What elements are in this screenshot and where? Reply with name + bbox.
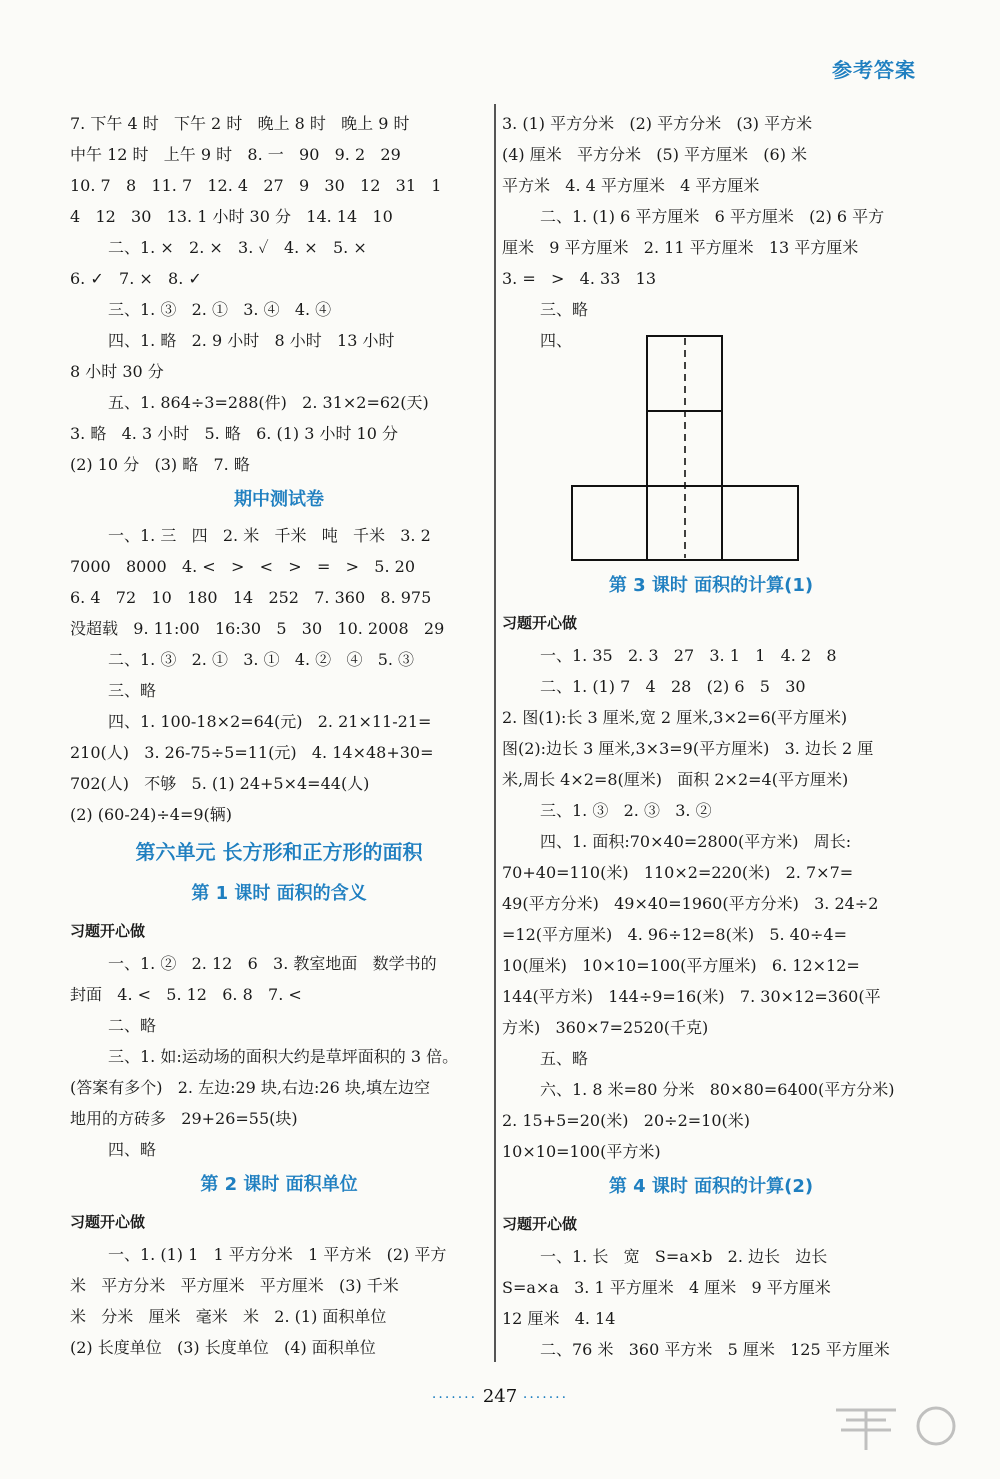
answer-line: 地用的方砖多 29+26=55(块) xyxy=(70,1109,298,1128)
right-column xyxy=(502,108,920,1365)
answer-line: (4) 厘米 平方分米 (5) 平方厘米 (6) 米 xyxy=(502,145,808,164)
answer-line: 三、1. 如:运动场的面积大约是草坪面积的 3 倍。 xyxy=(108,1047,459,1066)
answer-line: 7. 下午 4 时 下午 2 时 晚上 8 时 晚上 9 时 xyxy=(70,114,410,133)
answer-line: 中午 12 时 上午 9 时 8. 一 90 9. 2 29 xyxy=(70,145,401,164)
section-heading: 期中测试卷 xyxy=(234,489,324,510)
answer-line: 米 平方分米 平方厘米 平方厘米 (3) 千米 xyxy=(70,1276,399,1295)
answer-line: 二、1. ③ 2. ① 3. ① 4. ② ④ 5. ③ xyxy=(108,650,415,669)
answer-line: 2. 图(1):长 3 厘米,宽 2 厘米,3×2=6(平方厘米) xyxy=(502,708,848,727)
section-heading: 第 1 课时 面积的含义 xyxy=(191,883,367,904)
answer-line: (2) 长度单位 (3) 长度单位 (4) 面积单位 xyxy=(70,1338,376,1357)
answer-line: 一、1. 长 宽 S=a×b 2. 边长 边长 xyxy=(540,1247,828,1266)
answer-line: 10. 7 8 11. 7 12. 4 27 9 30 12 31 1 xyxy=(70,176,442,195)
answer-line: 一、1. ② 2. 12 6 3. 教室地面 数学书的 xyxy=(108,954,437,973)
answer-line: 六、1. 8 米=80 分米 80×80=6400(平方分米) xyxy=(540,1080,895,1099)
subsection-heading: 习题开心做 xyxy=(70,1213,146,1231)
cube-net-diagram xyxy=(570,335,800,561)
answer-line: 三、1. ③ 2. ① 3. ④ 4. ④ xyxy=(108,300,332,319)
answer-line: 3. 略 4. 3 小时 5. 略 6. (1) 3 小时 10 分 xyxy=(70,424,398,443)
answer-line: 49(平方分米) 49×40=1960(平方分米) 3. 24÷2 xyxy=(502,894,879,913)
answer-line: 五、略 xyxy=(540,1049,589,1068)
answer-line: 一、1. (1) 1 1 平方分米 1 平方米 (2) 平方 xyxy=(108,1245,447,1264)
answer-line: 没超载 9. 11:00 16:30 5 30 10. 2008 29 xyxy=(70,619,445,638)
net-square-bottom-right xyxy=(722,486,798,560)
answer-line: (2) (60-24)÷4=9(辆) xyxy=(70,805,233,824)
answer-line: 10(厘米) 10×10=100(平方厘米) 6. 12×12= xyxy=(502,956,860,975)
answer-line: 四、1. 100-18×2=64(元) 2. 21×11-21= xyxy=(108,712,432,731)
answer-line: 2. 15+5=20(米) 20÷2=10(米) xyxy=(502,1111,751,1130)
answer-line: 平方米 4. 4 平方厘米 4 平方厘米 xyxy=(502,176,760,195)
answer-line: 12 厘米 4. 14 xyxy=(502,1309,616,1328)
answer-line: 四、 xyxy=(540,331,573,350)
answer-line: S=a×a 3. 1 平方厘米 4 厘米 9 平方厘米 xyxy=(502,1278,831,1297)
header-title: 参考答案 xyxy=(832,58,916,82)
section-heading: 第 4 课时 面积的计算(2) xyxy=(608,1176,814,1197)
answer-line: 210(人) 3. 26-75÷5=11(元) 4. 14×48+30= xyxy=(70,743,434,762)
answer-line: 4 12 30 13. 1 小时 30 分 14. 14 10 xyxy=(70,207,393,226)
answer-line: 三、略 xyxy=(108,681,157,700)
answer-line: 方米) 360×7=2520(千克) xyxy=(502,1018,709,1037)
footer-dots-right: ······· xyxy=(522,1390,569,1406)
section-heading: 第 2 课时 面积单位 xyxy=(200,1174,358,1195)
left-column xyxy=(70,108,488,1363)
answer-line: 二、略 xyxy=(108,1016,157,1035)
answer-line: 二、1. (1) 7 4 28 (2) 6 5 30 xyxy=(540,677,806,696)
answer-line: 四、1. 略 2. 9 小时 8 小时 13 小时 xyxy=(108,331,395,350)
answer-line: 6. 4 72 10 180 14 252 7. 360 8. 975 xyxy=(70,588,432,607)
section-heading: 第 3 课时 面积的计算(1) xyxy=(608,575,814,596)
answer-line: =12(平方厘米) 4. 96÷12=8(米) 5. 40÷4= xyxy=(502,925,848,944)
page-number: 247 xyxy=(482,1386,518,1407)
subsection-heading: 习题开心做 xyxy=(502,1215,578,1233)
answer-line: (2) 10 分 (3) 略 7. 略 xyxy=(70,455,250,474)
net-square-bottom-left xyxy=(572,486,647,560)
subsection-heading: 习题开心做 xyxy=(502,614,578,632)
answer-line: 三、略 xyxy=(540,300,589,319)
answer-line: 封面 4. < 5. 12 6. 8 7. < xyxy=(70,985,302,1004)
footer-dots-left: ······· xyxy=(431,1390,478,1406)
answer-line: 3. = > 4. 33 13 xyxy=(502,269,657,288)
answer-line: 10×10=100(平方米) xyxy=(502,1142,661,1161)
answer-line: 二、76 米 360 平方米 5 厘米 125 平方厘米 xyxy=(540,1340,890,1359)
answer-line: 米,周长 4×2=8(厘米) 面积 2×2=4(平方厘米) xyxy=(502,770,849,789)
answer-line: 二、1. (1) 6 平方厘米 6 平方厘米 (2) 6 平方 xyxy=(540,207,885,226)
answer-line: 四、略 xyxy=(108,1140,157,1159)
answer-line: 米 分米 厘米 毫米 米 2. (1) 面积单位 xyxy=(70,1307,387,1326)
answer-line: 144(平方米) 144÷9=16(米) 7. 30×12=360(平 xyxy=(502,987,881,1006)
column-divider xyxy=(494,104,496,1362)
answer-line: 图(2):边长 3 厘米,3×3=9(平方厘米) 3. 边长 2 厘 xyxy=(502,739,874,758)
unit-heading: 第六单元 长方形和正方形的面积 xyxy=(135,840,423,864)
subsection-heading: 习题开心做 xyxy=(70,922,146,940)
watermark-logo xyxy=(816,1400,986,1472)
answer-line: 6. ✓ 7. × 8. ✓ xyxy=(70,269,202,288)
answer-line: 一、1. 三 四 2. 米 千米 吨 千米 3. 2 xyxy=(108,526,431,545)
answer-line: 五、1. 864÷3=288(件) 2. 31×2=62(天) xyxy=(108,393,429,412)
answer-line: 702(人) 不够 5. (1) 24+5×4=44(人) xyxy=(70,774,370,793)
answer-line: 3. (1) 平方分米 (2) 平方分米 (3) 平方米 xyxy=(502,114,813,133)
answer-line: 三、1. ③ 2. ③ 3. ② xyxy=(540,801,712,820)
answer-line: 二、1. × 2. × 3. ✓ 4. × 5. × xyxy=(108,238,367,257)
answer-line: 7000 8000 4. < > < > = > 5. 20 xyxy=(70,557,415,576)
answer-line: (答案有多个) 2. 左边:29 块,右边:26 块,填左边空 xyxy=(70,1078,430,1097)
answer-line: 8 小时 30 分 xyxy=(70,362,164,381)
answer-line: 70+40=110(米) 110×2=220(米) 2. 7×7= xyxy=(502,863,854,882)
answer-line: 四、1. 面积:70×40=2800(平方米) 周长: xyxy=(540,832,852,851)
answer-line: 一、1. 35 2. 3 27 3. 1 1 4. 2 8 xyxy=(540,646,837,665)
answer-line: 厘米 9 平方厘米 2. 11 平方厘米 13 平方厘米 xyxy=(502,238,859,257)
